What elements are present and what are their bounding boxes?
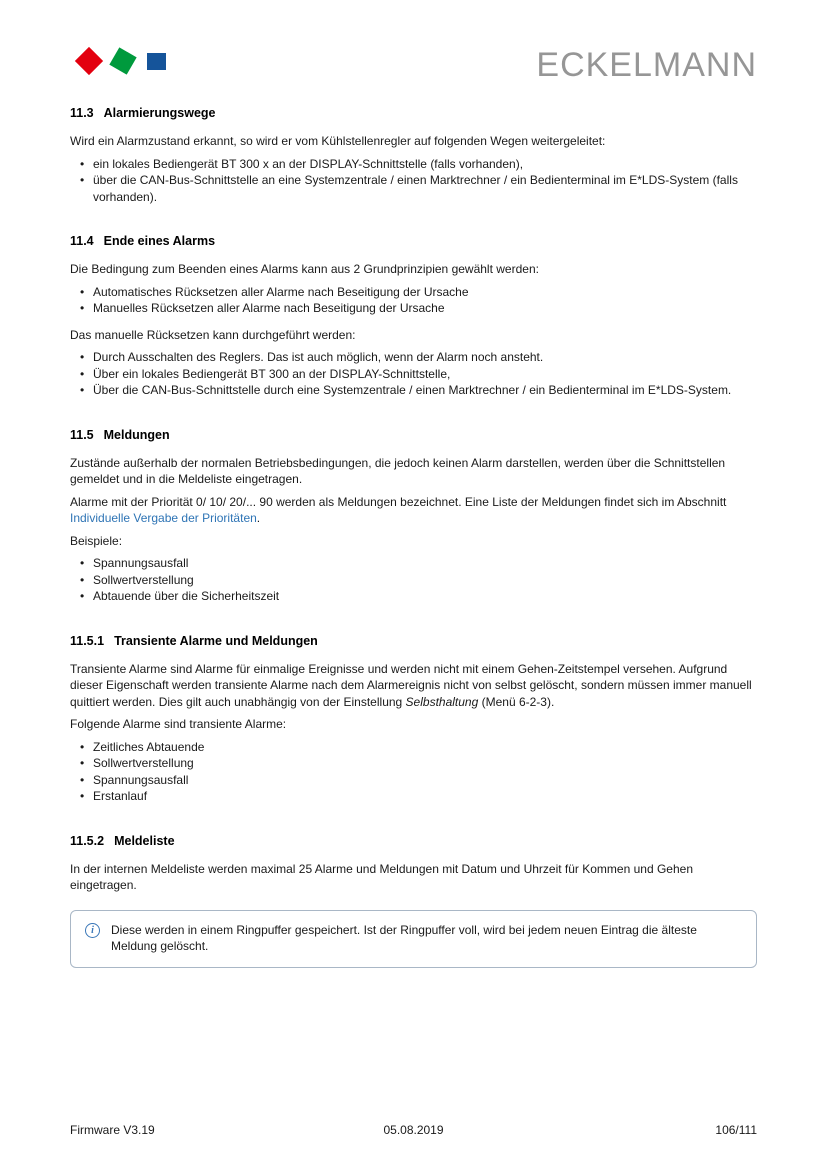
- info-icon: i: [85, 923, 100, 938]
- paragraph: Folgende Alarme sind transiente Alarme:: [70, 717, 287, 731]
- paragraph: Wird ein Alarmzustand erkannt, so wird er vom Kühlstellenregler auf folgenden Wegen weitergeleitet:: [70, 134, 606, 148]
- section-heading-11-5-1: [70, 634, 757, 648]
- list-item: • Manuelles Rücksetzen aller Alarme nach Beseitigung der Ursache: [80, 300, 757, 317]
- paragraph-text: .: [256, 511, 261, 525]
- priorities-section-link[interactable]: Individuelle Vergabe der Prioritäten: [70, 511, 257, 525]
- menu-term-italic: Selbsthaltung: [405, 694, 479, 709]
- paragraph-with-italic: [70, 661, 757, 711]
- bullet-list: [80, 555, 757, 605]
- brand-wordmark: ECKELMANN: [536, 46, 757, 84]
- list-item: • Über ein lokales Bediengerät BT 300 an der DISPLAY-Schnittstelle,: [80, 366, 757, 383]
- heading-title: Transiente Alarme und Meldungen: [114, 633, 318, 648]
- paragraph-with-link: [70, 494, 757, 527]
- page-header: [0, 0, 827, 86]
- logo-green-diamond-icon: [109, 47, 136, 74]
- section-heading-11-4: [70, 234, 757, 248]
- note-text: Diese werden in einem Ringpuffer gespeichert. Ist der Ringpuffer voll, wird bei jedem neuen Eintrag die älteste Meldung gelöscht.: [111, 922, 697, 953]
- list-item: • Über die CAN-Bus-Schnittstelle durch eine Systemzentrale / einen Marktrechner / ein Bedienterminal im E*LDS-System.: [80, 382, 757, 399]
- list-item: • über die CAN-Bus-Schnittstelle an eine Systemzentrale / einen Marktrechner / ein Bedienterminal im E*LDS-System (falls vorhanden).: [80, 172, 757, 205]
- bullet-list: [80, 739, 757, 805]
- heading-title: Meldeliste: [114, 833, 175, 848]
- list-item: • Sollwertverstellung: [80, 572, 757, 589]
- bullet-list: [80, 156, 757, 206]
- bullet-list: [80, 284, 757, 317]
- footer-page-number: 106/111: [715, 1123, 757, 1137]
- heading-number: 11.5: [70, 427, 94, 442]
- list-item: • Abtauende über die Sicherheitszeit: [80, 588, 757, 605]
- list-item: • Durch Ausschalten des Reglers. Das ist auch möglich, wenn der Alarm noch ansteht.: [80, 349, 757, 366]
- heading-number: 11.3: [70, 106, 94, 120]
- heading-title: Alarmierungswege: [103, 106, 216, 120]
- list-item: • ein lokales Bediengerät BT 300 x an der DISPLAY-Schnittstelle (falls vorhanden),: [80, 156, 757, 173]
- section-heading-11-5-2: [70, 834, 757, 848]
- section-heading-11-5: [70, 428, 757, 442]
- logo-blue-square-icon: [147, 53, 166, 70]
- paragraph: Zustände außerhalb der normalen Betriebsbedingungen, die jedoch keinen Alarm darstellen, werden über die Schnittstellen gemeldet und in die Meldeliste eingetragen.: [70, 455, 726, 486]
- paragraph: Beispiele:: [70, 533, 123, 548]
- footer-date: 05.08.2019: [383, 1123, 444, 1137]
- list-item: • Automatisches Rücksetzen aller Alarme nach Beseitigung der Ursache: [80, 284, 757, 301]
- logo-red-diamond-icon: [75, 47, 103, 75]
- paragraph-text: (Menü 6-2-3).: [478, 694, 555, 709]
- heading-number: 11.5.2: [70, 833, 105, 848]
- company-logo-icon: [75, 46, 175, 80]
- paragraph: Das manuelle Rücksetzen kann durchgeführt werden:: [70, 327, 356, 342]
- list-item: • Erstanlauf: [80, 788, 757, 805]
- paragraph-text: Transiente Alarme sind Alarme für einmalige Ereignisse und werden nicht mit einem Gehen-Zeitstempel versehen. Aufgrund dieser Eigenschaft werden transiente Alarme nach dem Alarmereignis nicht von selbst gelöscht, sondern müssen immer manuell quittiert werden. Dies gilt auch unabhängig von der Einstellung: [70, 661, 752, 709]
- info-note-box: [70, 910, 757, 968]
- list-item: • Spannungsausfall: [80, 555, 757, 572]
- list-item: • Spannungsausfall: [80, 772, 757, 789]
- footer-firmware-version: Firmware V3.19: [70, 1123, 155, 1137]
- heading-title: Ende eines Alarms: [103, 234, 216, 248]
- list-item: • Sollwertverstellung: [80, 755, 757, 772]
- paragraph-text: Alarme mit der Priorität 0/ 10/ 20/... 90 werden als Meldungen bezeichnet. Eine Liste der Meldungen findet sich im Abschnitt: [70, 494, 727, 509]
- heading-number: 11.5.1: [70, 633, 105, 648]
- bullet-list: [80, 349, 757, 399]
- paragraph: In der internen Meldeliste werden maximal 25 Alarme und Meldungen mit Datum und Uhrzeit für Kommen und Gehen eingetragen.: [70, 861, 693, 892]
- heading-title: Meldungen: [103, 427, 170, 442]
- paragraph: Die Bedingung zum Beenden eines Alarms kann aus 2 Grundprinzipien gewählt werden:: [70, 262, 539, 276]
- heading-number: 11.4: [70, 234, 94, 248]
- document-content: [0, 106, 827, 968]
- list-item: • Zeitliches Abtauende: [80, 739, 757, 756]
- section-heading-11-3: [70, 106, 757, 120]
